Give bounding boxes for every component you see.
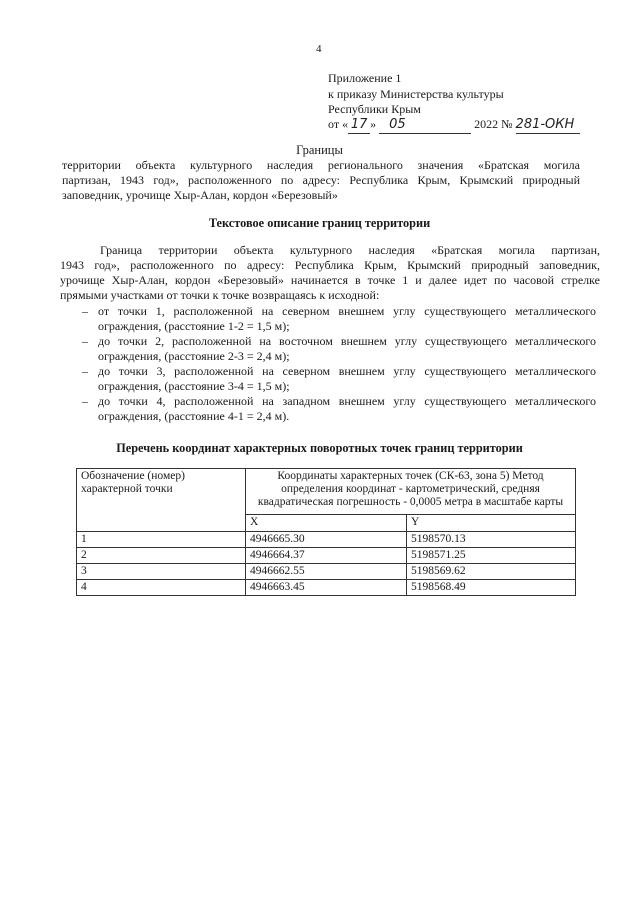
document-title: Границы (296, 143, 343, 157)
order-number: 281-ОКН (516, 117, 580, 134)
list-item: до точки 3, расположенной на северном внешнем углу существующего металлического ограждения, (расстояние 3-4 = 1,5 м); (98, 364, 596, 393)
appendix-line-1: Приложение 1 (328, 71, 402, 85)
section-heading-description: Текстовое описание границ территории (208, 216, 431, 230)
point-number: 3 (77, 564, 246, 580)
x-value: 4946664.37 (246, 548, 407, 564)
x-value: 4946662.55 (246, 564, 407, 580)
table-row (77, 580, 576, 596)
table-header-row (77, 469, 576, 515)
subtitle (62, 158, 580, 203)
date-month: 05 (379, 117, 471, 134)
subtitle-line-1: территории объекта культурного наследия регионального значения «Братская могила (62, 158, 580, 172)
point-number: 1 (77, 532, 246, 548)
table-row (77, 532, 576, 548)
col-coords-header: Координаты характерных точек (СК-63, зона 5) Метод определения координат - картометрический, средняя квадратическая погрешность - 0,0005 метра в масштабе карты (246, 469, 576, 515)
description (60, 243, 600, 303)
y-value: 5198570.13 (407, 532, 576, 548)
y-value: 5198568.49 (407, 580, 576, 596)
list-item: от точки 1, расположенной на северном внешнем углу существующего металлического ограждения, (расстояние 1-2 = 1,5 м); (98, 304, 596, 333)
list-marker: – (82, 334, 88, 348)
subtitle-line-2: партизан, 1943 год», расположенного по адресу: Республика Крым, Крымский природный (62, 173, 580, 187)
point-number: 2 (77, 548, 246, 564)
date-prefix: от « (328, 117, 349, 131)
description-line-1: Граница территории объекта культурного наследия «Братская могила партизан, (100, 243, 600, 257)
appendix-line-2: к приказу Министерства культуры (328, 87, 504, 101)
page-number: 4 (316, 43, 322, 55)
x-value: 4946665.30 (246, 532, 407, 548)
description-line-2: 1943 год», расположенного по адресу: Республика Крым, Крымский природный заповедник, (60, 258, 600, 272)
section-heading-coordinates: Перечень координат характерных поворотных точек границ территории (116, 441, 523, 455)
table-row (77, 564, 576, 580)
list-item: до точки 4, расположенной на западном внешнем углу существующего металлического ограждения, (расстояние 4-1 = 2,4 м). (98, 394, 596, 423)
list-marker: – (82, 364, 88, 378)
list-marker: – (82, 304, 88, 318)
y-value: 5198569.62 (407, 564, 576, 580)
year-text: 2022 № (474, 117, 513, 131)
appendix-line-3: Республики Крым (328, 102, 421, 116)
subtitle-line-3: заповедник, урочище Хыр-Алан, кордон «Березовый» (62, 188, 338, 202)
y-header: Y (407, 514, 576, 531)
date-mid: » (370, 117, 377, 131)
coordinates-table (76, 468, 576, 596)
date-day: 17 (348, 117, 370, 134)
description-line-3: урочище Хыр-Алан, кордон «Березовый» начинается в точке 1 и далее идет по часовой стрелке (60, 273, 600, 287)
col-point-header: Обозначение (номер) характерной точки (77, 469, 246, 532)
appendix-date-line (328, 116, 580, 134)
list-marker: – (82, 394, 88, 408)
x-value: 4946663.45 (246, 580, 407, 596)
list-item: до точки 2, расположенной на восточном внешнем углу существующего металлического ограждения, (расстояние 2-3 = 2,4 м); (98, 334, 596, 363)
y-value: 5198571.25 (407, 548, 576, 564)
point-number: 4 (77, 580, 246, 596)
x-header: X (246, 514, 407, 531)
table-row (77, 548, 576, 564)
description-line-4: прямыми участками от точки к точке возвращаясь к исходной: (60, 288, 380, 302)
